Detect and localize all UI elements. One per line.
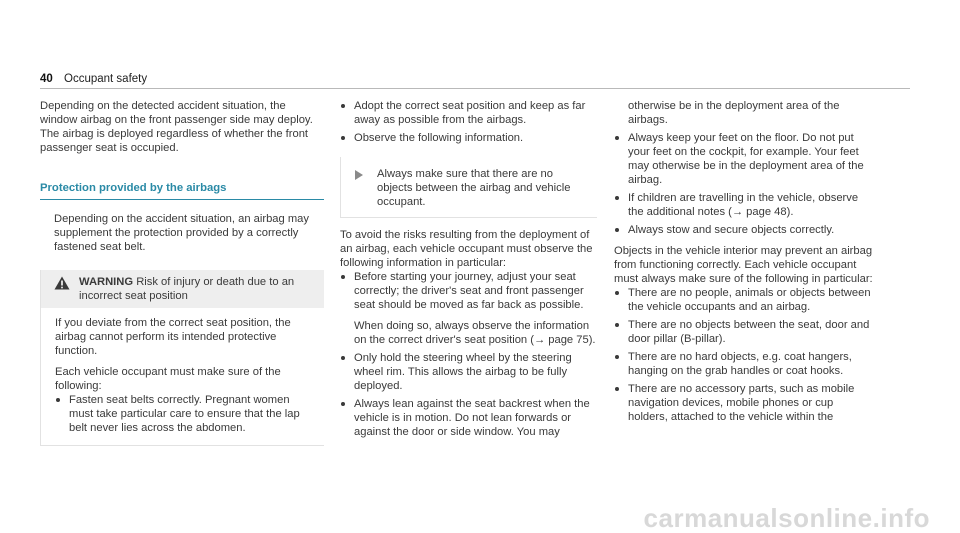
list-item: Always stow and secure objects correctly. [614, 223, 876, 237]
list-item: Observe the following information. [340, 131, 597, 145]
list-item-text: Before starting your journey, adjust your seat correctly; the driver's seat and front passenger seat should be moved as far back as possible. [354, 271, 584, 311]
list-item: Always keep your feet on the floor. Do not put your feet on the cockpit, for example. Your feet may otherwise be in the deployment area of the airbag. [614, 131, 876, 187]
note-box [340, 157, 597, 218]
list-item: There are no accessory parts, such as mobile navigation devices, mobile phones or cup holders, attached to the vehicle within the [614, 382, 876, 424]
list-item [340, 270, 597, 347]
section-heading: Protection provided by the airbags [40, 182, 227, 194]
risk-paragraph: To avoid the risks resulting from the deployment of an airbag, each vehicle occupant must observe the following information in particular: [340, 229, 593, 269]
list-item: Adopt the correct seat position and keep as far away as possible from the airbags. [340, 99, 597, 127]
warning-triangle-icon [54, 276, 70, 290]
list-item: There are no hard objects, e.g. coat hangers, hanging on the grab handles or coat hooks. [614, 350, 876, 378]
information-list [340, 270, 597, 439]
column-3 [614, 99, 876, 424]
protection-paragraph: Depending on the accident situation, an airbag may supplement the protection provided by a correctly fastened seat belt. [54, 213, 309, 253]
watermark: carmanualsonline.info [643, 503, 930, 533]
warning-paragraph-1: If you deviate from the correct seat position, the airbag cannot perform its intended protective function. [55, 317, 291, 357]
page-header [40, 72, 147, 86]
objects-list [614, 286, 876, 424]
page-number: 40 [40, 73, 53, 85]
list-item: Only hold the steering wheel by the steering wheel rim. This allows the airbag to be fully deployed. [340, 351, 597, 393]
column-2 [340, 99, 597, 439]
list-item: There are no people, animals or objects between the vehicle occupants and an airbag. [614, 286, 876, 314]
warning-list-item: Fasten seat belts correctly. Pregnant women must take particular care to ensure that the lap belt never lies across the abdomen. [55, 393, 316, 435]
warning-body [41, 308, 324, 445]
list-item: If children are travelling in the vehicle, observe the additional notes (→ page 48). [614, 191, 876, 219]
warning-list [55, 393, 316, 435]
continued-text: otherwise be in the deployment area of the airbags. [628, 100, 840, 126]
list-item-extra: When doing so, always observe the information on the correct driver's seat position (→ page 75). [354, 320, 596, 346]
warning-box [40, 270, 324, 446]
note-text: Always make sure that there are no objects between the airbag and vehicle occupant. [377, 168, 571, 208]
heading-underline [40, 199, 324, 200]
list-item: There are no objects between the seat, door and door pillar (B-pillar). [614, 318, 876, 346]
precaution-list [614, 131, 876, 237]
header-divider [40, 88, 910, 89]
section-title: Occupant safety [64, 73, 148, 85]
warning-paragraph-2: Each vehicle occupant must make sure of the following: [55, 366, 281, 392]
warning-label: WARNING [79, 276, 134, 288]
intro-paragraph: Depending on the detected accident situation, the window airbag on the front passenger side may deploy. The airbag is deployed regardless of whether the front passenger seat is occupied. [40, 100, 313, 154]
list-item: Always lean against the seat backrest when the vehicle is in motion. Do not lean forwards or against the door or side window. You may [340, 397, 597, 439]
column-1 [40, 99, 324, 446]
warning-title-text: Risk of injury or death due to an incorrect seat position [79, 276, 295, 302]
seat-position-list [340, 99, 597, 145]
objects-paragraph: Objects in the vehicle interior may prevent an airbag from functioning correctly. Each vehicle occupant must always make sure of the following in particular: [614, 245, 873, 285]
play-arrow-icon [355, 170, 363, 180]
warning-title [41, 270, 324, 308]
